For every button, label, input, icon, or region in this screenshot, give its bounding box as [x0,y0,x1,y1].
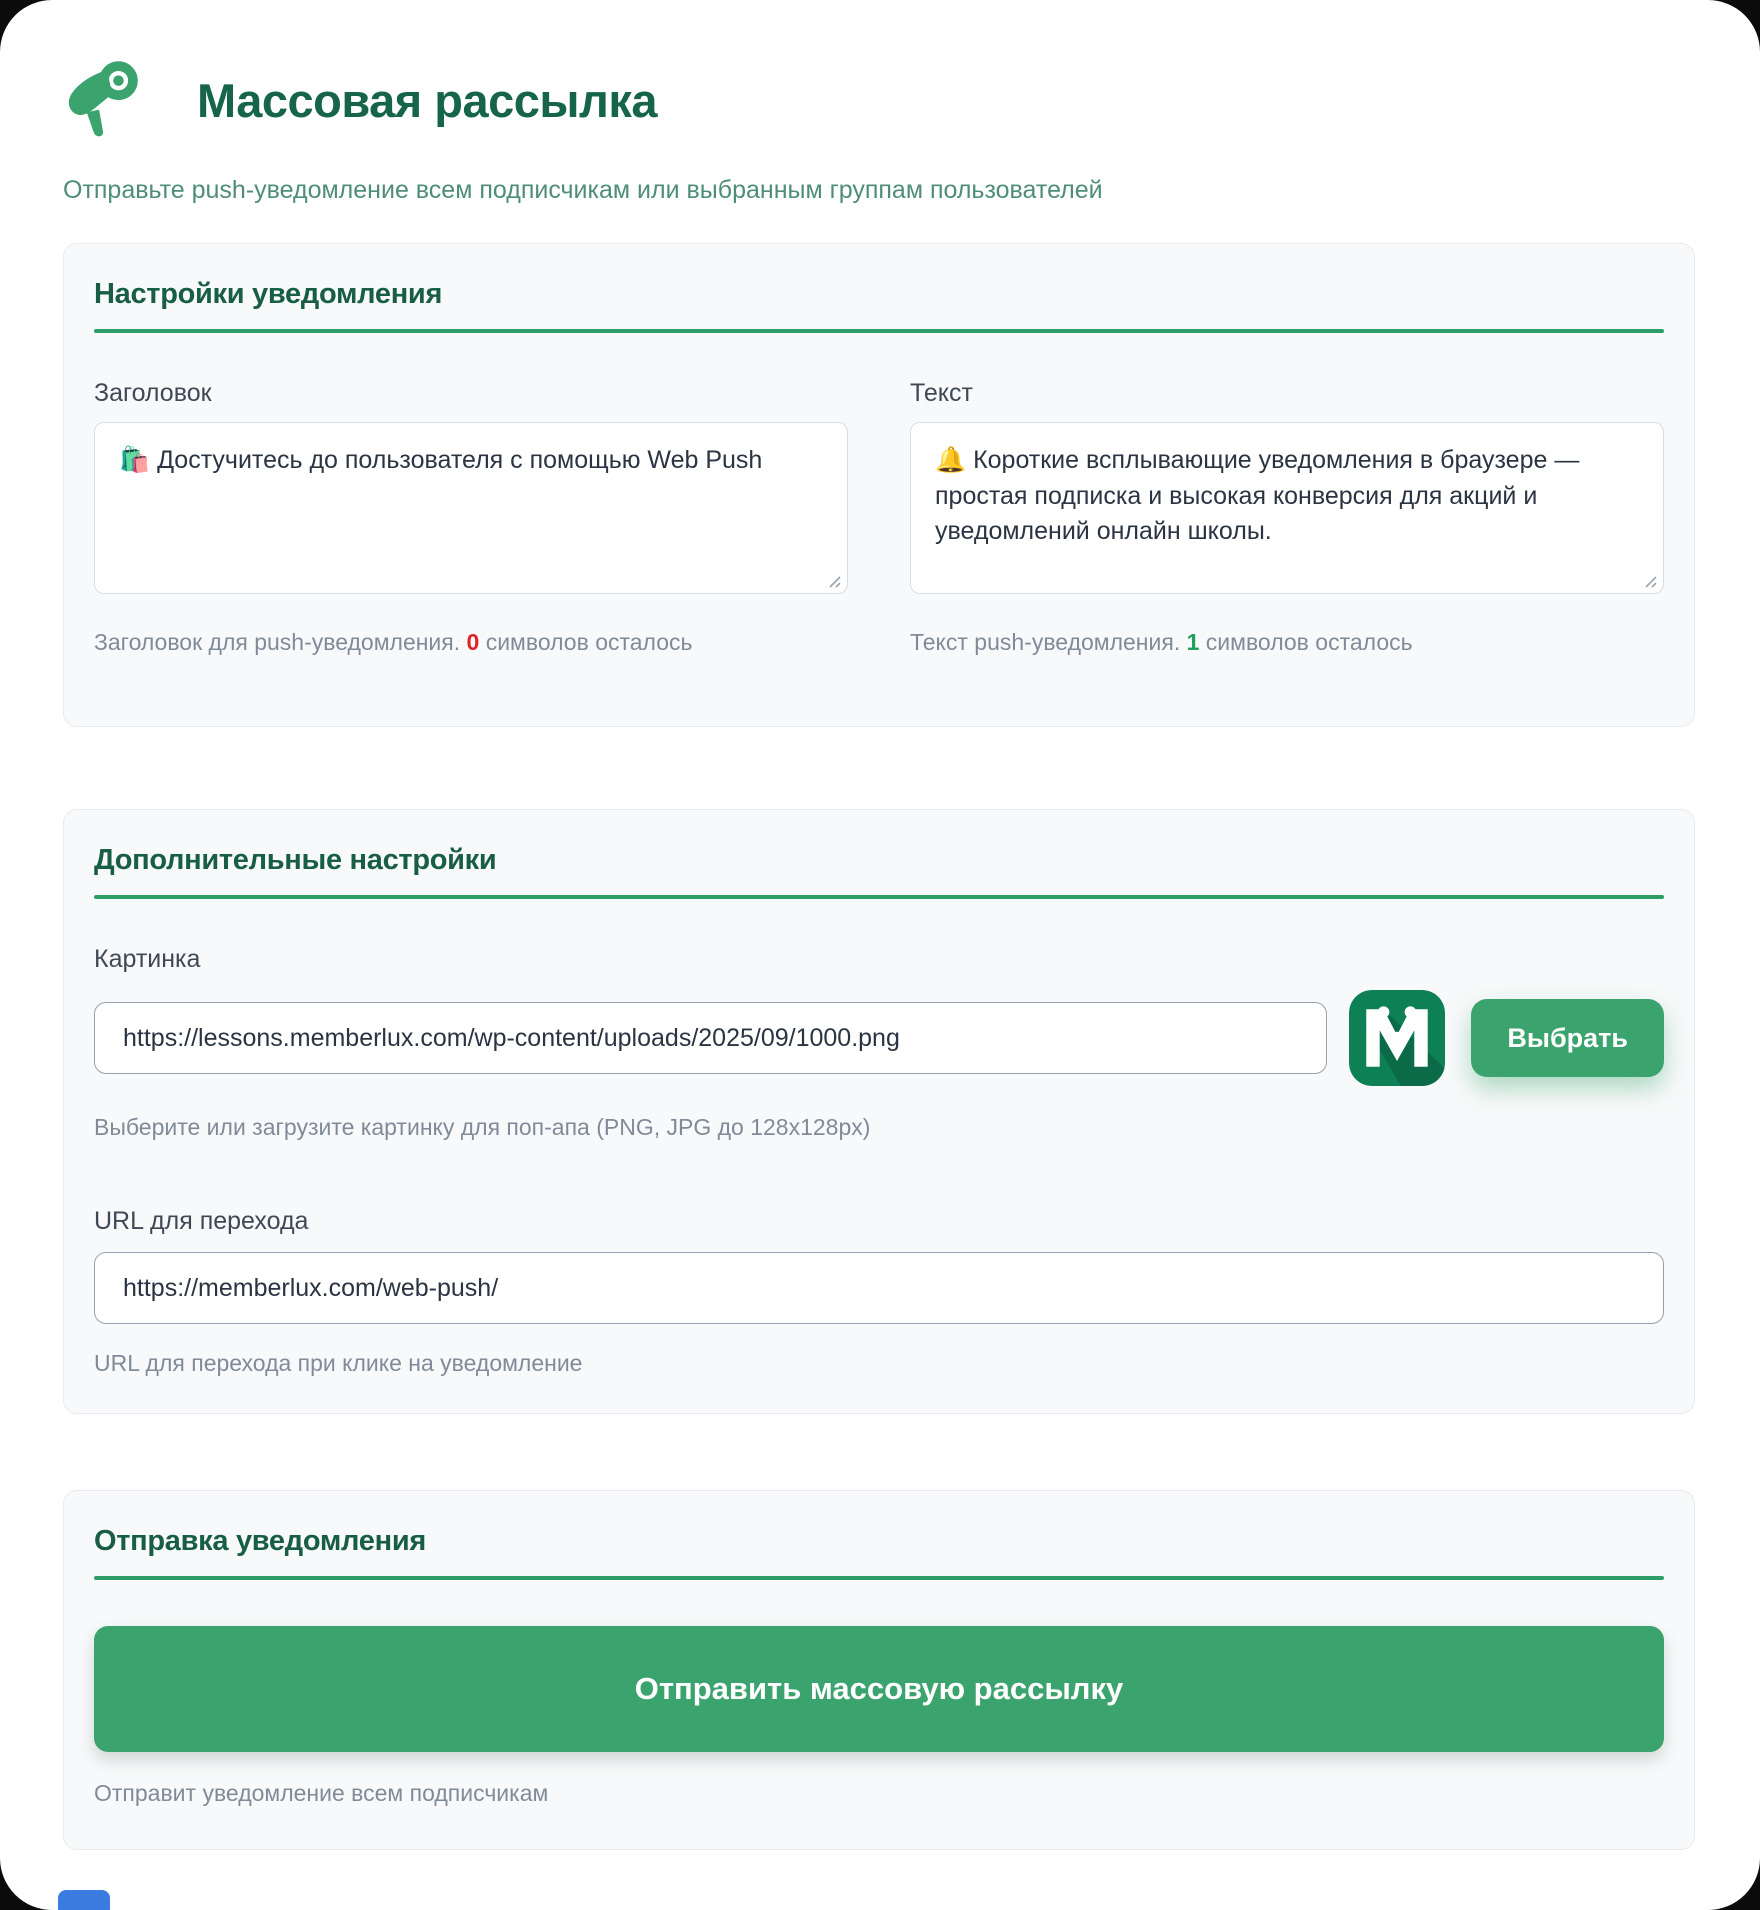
image-field-helper: Выберите или загрузите картинку для поп-апа (PNG, JPG до 128x128px) [94,1114,871,1140]
section-divider [94,1576,1664,1580]
title-field-label: Заголовок [94,379,212,407]
text-field-helper [910,629,1664,656]
image-field-label: Картинка [94,945,201,973]
chars-remaining-count: 0 [466,629,480,655]
push-text-textarea[interactable] [910,422,1664,594]
additional-settings-card [63,809,1695,1414]
target-url-input[interactable] [94,1252,1664,1324]
helper-text: символов осталось [1199,629,1413,655]
page-subtitle: Отправьте push-уведомление всем подписчикам или выбранным группам пользователей [63,176,1103,204]
send-section-helper: Отправит уведомление всем подписчикам [94,1780,549,1806]
partial-bottom-element [58,1890,110,1910]
send-mass-mailing-button[interactable]: Отправить массовую рассылку [94,1626,1664,1752]
push-title-textarea[interactable] [94,422,848,594]
choose-image-button[interactable]: Выбрать [1471,999,1664,1077]
title-field-helper [94,629,848,656]
chars-remaining-count: 1 [1186,629,1200,655]
megaphone-icon [63,56,151,144]
page-title: Массовая рассылка [197,73,658,127]
section-divider [94,895,1664,899]
helper-text: Текст push-уведомления. [910,629,1187,655]
image-url-input[interactable] [94,1002,1327,1074]
section-divider [94,329,1664,333]
notification-settings-card [63,243,1695,727]
helper-text: Заголовок для push-уведомления. [94,629,467,655]
memberlux-logo [1349,990,1445,1086]
helper-text: символов осталось [479,629,693,655]
notification-settings-heading: Настройки уведомления [94,278,443,310]
send-section-heading: Отправка уведомления [94,1525,426,1557]
additional-settings-heading: Дополнительные настройки [94,844,497,876]
url-field-helper: URL для перехода при клике на уведомление [94,1350,583,1376]
page-header [63,56,1695,144]
text-field-group [910,379,1664,656]
image-field-row [94,990,1664,1086]
send-notification-card [63,1490,1695,1850]
title-field-group [94,379,848,656]
url-field-label: URL для перехода [94,1207,309,1235]
text-field-label: Текст [910,379,973,407]
